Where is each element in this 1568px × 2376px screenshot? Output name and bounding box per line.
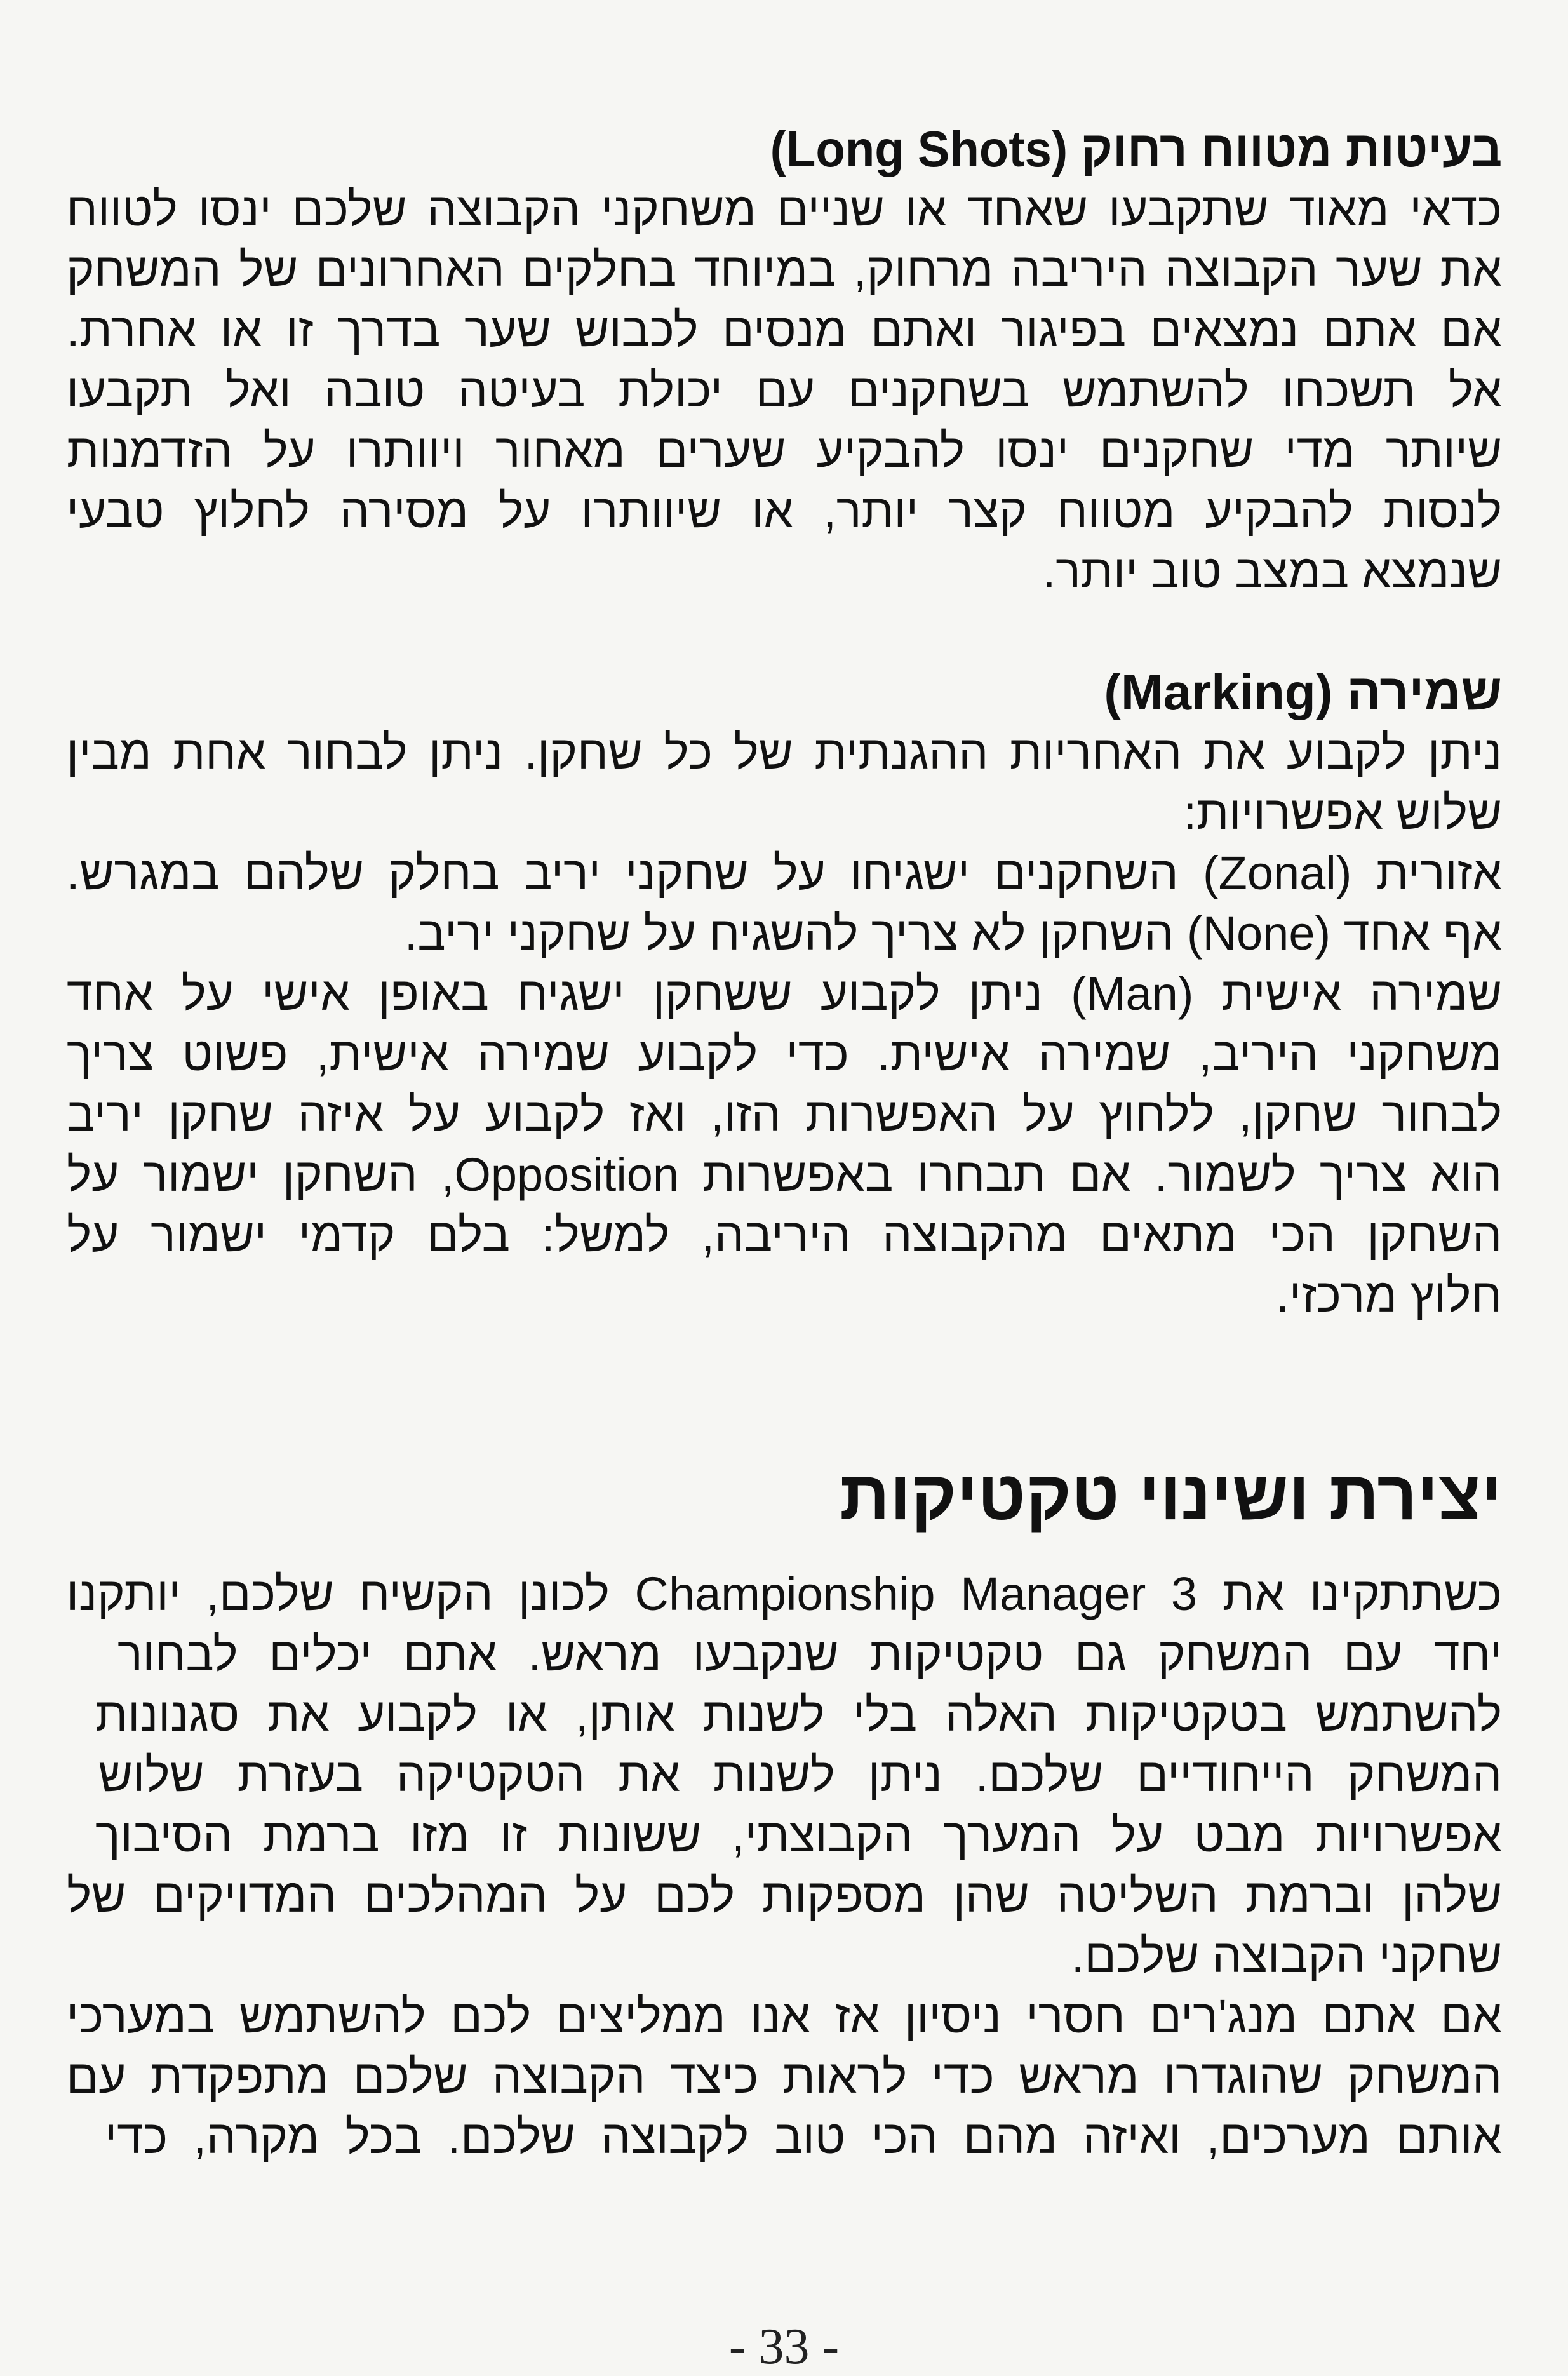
- paragraph-line: אם אתם מנג'רים חסרי ניסיון אז אנו ממליצים לכם להשתמש במערכי: [67, 1990, 1502, 2043]
- paragraph-line: שיותר מדי שחקנים ינסו להבקיע שערים מאחור ויוותרו על הזדמנות: [67, 424, 1502, 477]
- heading-long-shots: בעיטות מטווח רחוק (Long Shots): [770, 121, 1502, 177]
- paragraph-line: שלהן וברמת השליטה שהן מספקות לכם על המהלכים המדויקים של: [67, 1869, 1502, 1922]
- page-number: - 33 -: [728, 2319, 840, 2375]
- paragraph-line: משחקני היריב, שמירה אישית. כדי לקבוע שמירה אישית, פשוט צריך: [67, 1028, 1502, 1080]
- marking-option-none: אף אחד (None) השחקן לא צריך להשגיח על שחקני יריב.: [404, 907, 1502, 960]
- paragraph-line: המשחק הייחודיים שלכם. ניתן לשנות את הטקטיקה בעזרת שלוש: [98, 1748, 1502, 1801]
- paragraph-line: שלוש אפשרויות:: [1183, 786, 1502, 839]
- paragraph-line: הוא צריך לשמור. אם תבחרו באפשרות Opposition, השחקן ישמור על: [67, 1148, 1503, 1201]
- paragraph-line: אפשרויות מבט על המערך הקבוצתי, ששונות זו מזו ברמת הסיבוך: [95, 1809, 1502, 1862]
- paragraph-line: אל תשכחו להשתמש בשחקנים עם יכולת בעיטה טובה ואל תקבעו: [67, 364, 1502, 417]
- paragraph-line: את שער הקבוצה היריבה מרחוק, במיוחד בחלקים האחרונים של המשחק: [67, 243, 1502, 296]
- paragraph-line: חלוץ מרכזי.: [1276, 1269, 1502, 1322]
- paragraph-line: ניתן לקבוע את האחריות ההגנתית של כל שחקן. ניתן לבחור אחת מבין: [67, 726, 1502, 779]
- paragraph-line: אותם מערכים, ואיזה מהם הכי טוב לקבוצה שלכם. בכל מקרה, כדי: [105, 2111, 1502, 2163]
- paragraph-line: אם אתם נמצאים בפיגור ואתם מנסים לכבוש שער בדרך זו או אחרת.: [67, 304, 1502, 356]
- paragraph-line: כדאי מאוד שתקבעו שאחד או שניים משחקני הקבוצה שלכם ינסו לטווח: [67, 183, 1502, 236]
- paragraph-line: השחקן הכי מתאים מהקבוצה היריבה, למשל: בלם קדמי ישמור על: [67, 1209, 1502, 1261]
- marking-option-zonal: אזורית (Zonal) השחקנים ישגיחו על שחקני יריב בחלק שלהם במגרש.: [67, 847, 1502, 899]
- paragraph-line: שחקני הקבוצה שלכם.: [1071, 1930, 1502, 1982]
- paragraph-line: יחד עם המשחק גם טקטיקות שנקבעו מראש. אתם יכלים לבחור: [117, 1628, 1502, 1681]
- paragraph-line: להשתמש בטקטיקות האלה בלי לשנות אותן, או לקבוע את סגנונות: [95, 1688, 1502, 1741]
- paragraph-line: המשחק שהוגדרו מראש כדי לראות כיצד הקבוצה שלכם מתפקדת עם: [67, 2050, 1502, 2103]
- heading-marking: שמירה (Marking): [1104, 664, 1502, 720]
- paragraph-line: לנסות להבקיע מטווח קצר יותר, או שיוותרו על מסירה לחלוץ טבעי: [67, 485, 1502, 537]
- heading-tactics: יצירת ושינוי טקטיקות: [840, 1456, 1502, 1534]
- paragraph-line: כשתתקינו את Championship Manager 3 לכונן הקשיח שלכם, יותקנו: [67, 1567, 1502, 1620]
- paragraph-line: לבחור שחקן, ללחוץ על האפשרות הזו, ואז לקבוע על איזה שחקן יריב: [67, 1088, 1502, 1141]
- marking-option-man: שמירה אישית (Man) ניתן לקבוע ששחקן ישגיח באופן אישי על אחד: [67, 967, 1502, 1020]
- paragraph-line: שנמצא במצב טוב יותר.: [1042, 545, 1502, 598]
